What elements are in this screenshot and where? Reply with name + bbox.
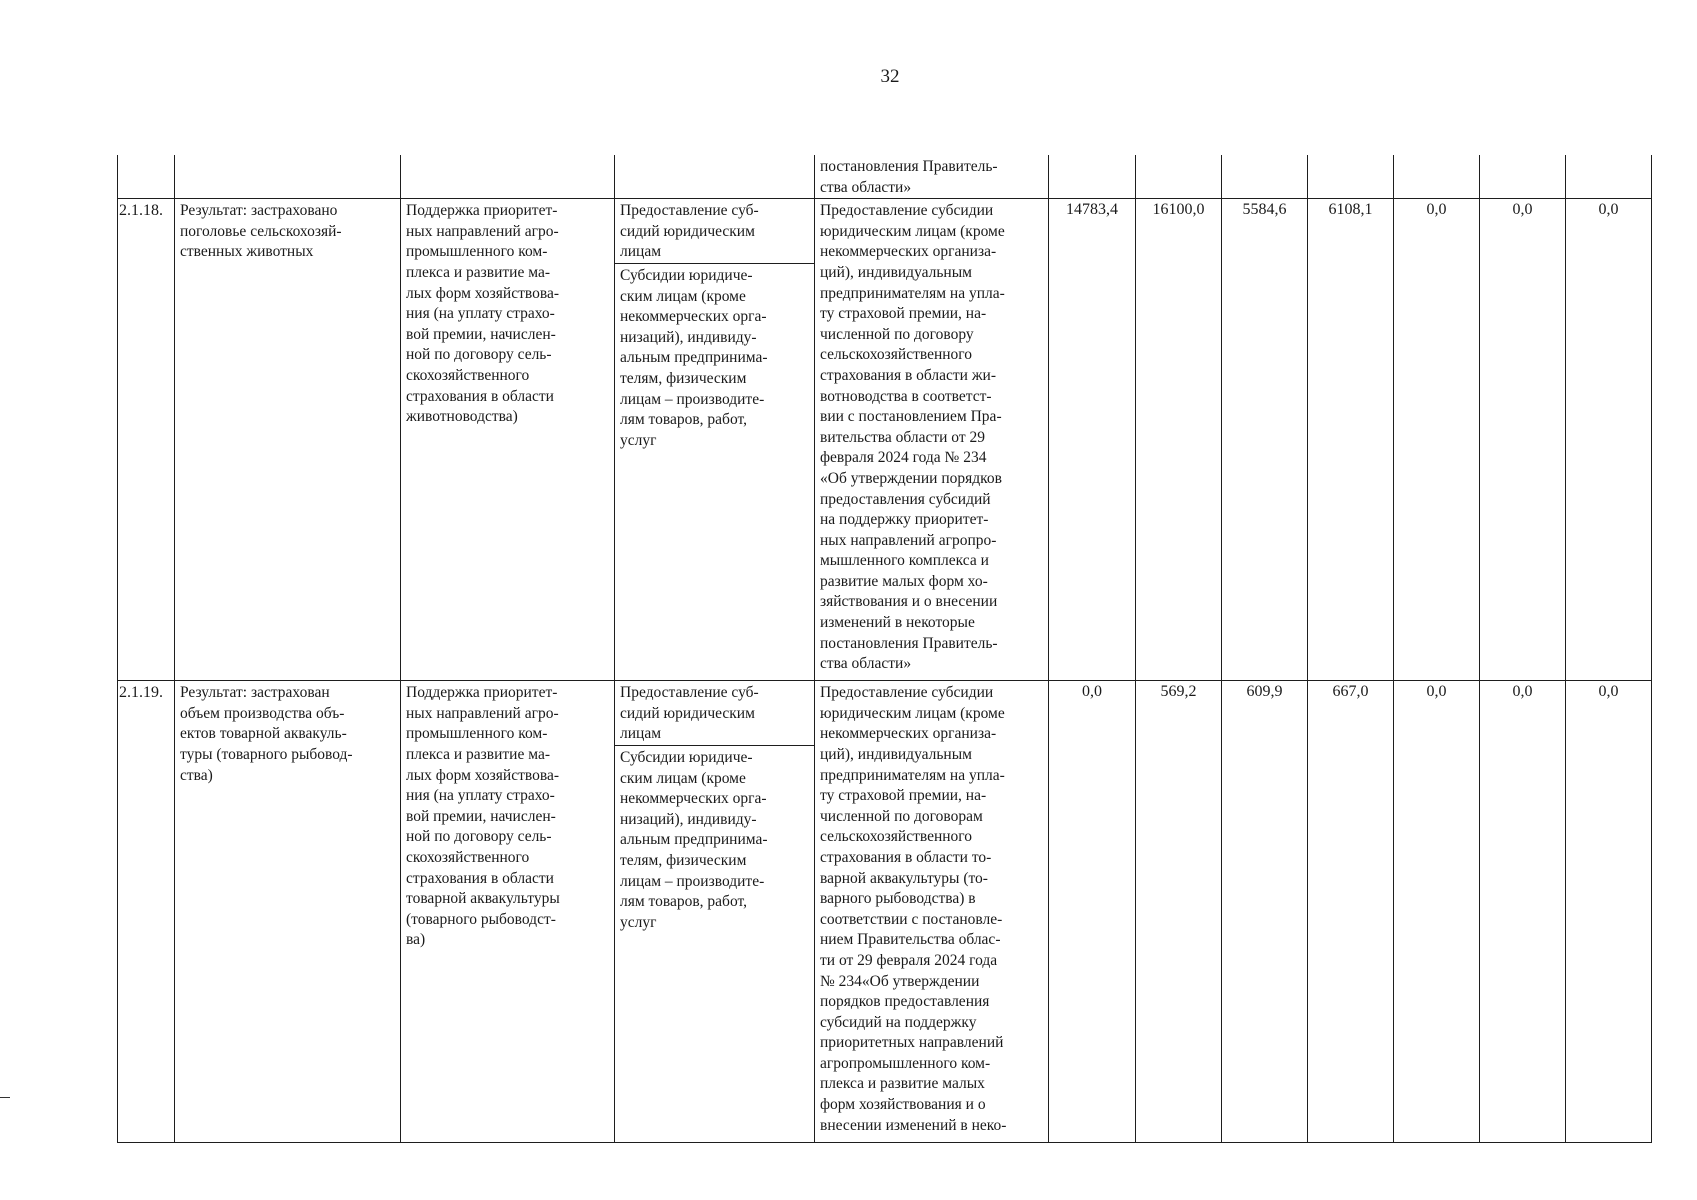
result-cell: Результат: застрахован объем производства объ- ектов товарной аквакуль- туры (товарного рыбовод- ства)	[175, 681, 401, 1143]
table-cell	[118, 155, 175, 199]
table-cell	[175, 155, 401, 199]
value-cell: 6108,1	[1308, 199, 1394, 681]
value-cell: 0,0	[1566, 681, 1652, 1143]
value-cell: 0,0	[1394, 681, 1480, 1143]
table-row-continuation	[118, 155, 1652, 199]
table-row	[118, 681, 1652, 1143]
table-cell	[1136, 155, 1222, 199]
subsidy-type-label: Предоставление суб- сидий юридическим лицам	[615, 681, 814, 746]
row-number-cell: 2.1.18.	[118, 199, 175, 681]
subsidy-table	[117, 155, 1652, 1143]
value-cell: 0,0	[1566, 199, 1652, 681]
table-cell	[1308, 155, 1394, 199]
margin-mark	[0, 1097, 10, 1098]
page-number: 32	[880, 66, 900, 87]
value-cell: 5584,6	[1222, 199, 1308, 681]
value-cell: 14783,4	[1049, 199, 1136, 681]
description-cell: Предоставление субсидии юридическим лицам (кроме некоммерческих организа- ций), индивидуальным предпринимателям на упла- ту страховой премии, на- численной по договору сельскохозяйственного страхования в области жи- вотноводства в соответст- вии с постановлением Пра- вительства области от 29 февраля 2024 года № 234 «Об утверждении порядков предоставления субсидий на поддержку приоритет- ных направлений агропро- мышленного комплекса и развитие малых форм хо- зяйствования и о внесении изменений в некоторые постановления Правитель- ства области»	[815, 199, 1049, 681]
subsidy-recipient-label: Субсидии юридиче- ским лицам (кроме некоммерческих орга- низаций), индивиду- альным предпринима- телям, физическим лицам – производите- лям товаров, работ, услуг	[620, 266, 768, 449]
value-cell: 0,0	[1049, 681, 1136, 1143]
result-cell: Результат: застраховано поголовье сельскохозяй- ственных животных	[175, 199, 401, 681]
table-cell	[1049, 155, 1136, 199]
subsidy-type-label: Предоставление суб- сидий юридическим лицам	[615, 199, 814, 264]
table-row	[118, 199, 1652, 681]
value-cell: 609,9	[1222, 681, 1308, 1143]
table-cell	[615, 155, 815, 199]
table-cell	[1394, 155, 1480, 199]
measure-cell: Поддержка приоритет- ных направлений агро- промышленного ком- плекса и развитие ма- лых форм хозяйствова- ния (на уплату страхо- вой премии, начислен- ной по договору сель- скохозяйственного страхования в области товарной аквакультуры (товарного рыбоводст- ва)	[401, 681, 615, 1143]
table-cell	[1480, 155, 1566, 199]
value-cell: 0,0	[1480, 199, 1566, 681]
continuation-description-cell: постановления Правитель- ства области»	[815, 155, 1049, 199]
table-cell	[1222, 155, 1308, 199]
measure-cell: Поддержка приоритет- ных направлений агро- промышленного ком- плекса и развитие ма- лых форм хозяйствова- ния (на уплату страхо- вой премии, начислен- ной по договору сель- скохозяйственного страхования в области животноводства)	[401, 199, 615, 681]
subsidy-type-cell	[615, 199, 815, 681]
value-cell: 0,0	[1394, 199, 1480, 681]
subsidy-type-cell	[615, 681, 815, 1143]
table-cell	[401, 155, 615, 199]
table-cell	[1566, 155, 1652, 199]
description-cell: Предоставление субсидии юридическим лицам (кроме некоммерческих организа- ций), индивидуальным предпринимателям на упла- ту страховой премии, на- численной по договорам сельскохозяйственного страхования в области то- варной аквакультуры (то- варного рыбоводства) в соответствии с постановле- нием Правительства облас- ти от 29 февраля 2024 года № 234«Об утверждении порядков предоставления субсидий на поддержку приоритетных направлений агропромышленного ком- плекса и развитие малых форм хозяйствования и о внесении изменений в неко-	[815, 681, 1049, 1143]
value-cell: 569,2	[1136, 681, 1222, 1143]
value-cell: 16100,0	[1136, 199, 1222, 681]
row-number-cell: 2.1.19.	[118, 681, 175, 1143]
value-cell: 667,0	[1308, 681, 1394, 1143]
subsidy-recipient-label: Субсидии юридиче- ским лицам (кроме некоммерческих орга- низаций), индивиду- альным предпринима- телям, физическим лицам – производите- лям товаров, работ, услуг	[620, 748, 768, 931]
value-cell: 0,0	[1480, 681, 1566, 1143]
